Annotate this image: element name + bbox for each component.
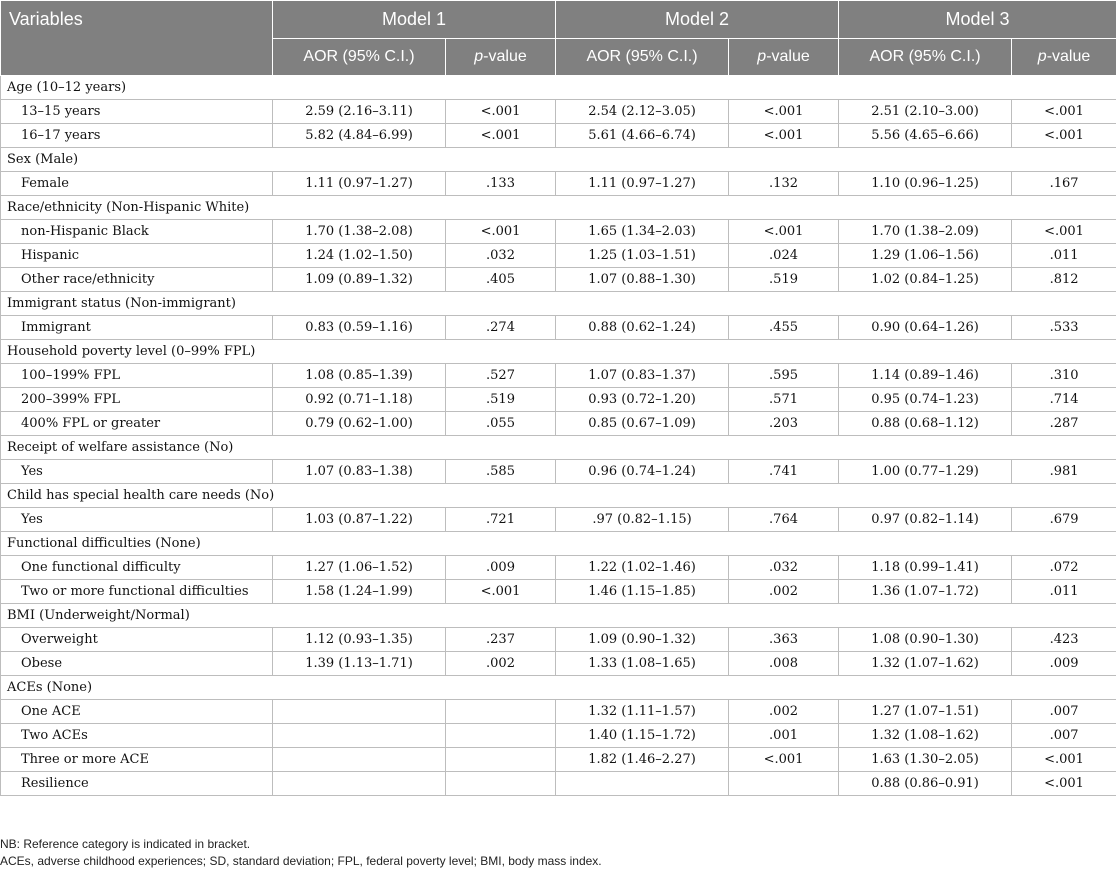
p-value-cell-model-1: <.001 xyxy=(446,220,556,244)
table-row xyxy=(1,316,1116,340)
aor-cell-model-3: 5.56 (4.65–6.66) xyxy=(839,124,1012,148)
p-value-cell-model-2: .132 xyxy=(729,172,839,196)
aor-cell-model-3: 1.14 (0.89–1.46) xyxy=(839,364,1012,388)
aor-cell-model-1: 1.70 (1.38–2.08) xyxy=(273,220,446,244)
aor-cell-model-1 xyxy=(273,700,446,724)
aor-cell-model-2: 0.85 (0.67–1.09) xyxy=(556,412,729,436)
category-label: Age (10–12 years) xyxy=(1,76,1116,100)
p-italic: p xyxy=(474,48,483,65)
p-value-cell-model-3: .167 xyxy=(1012,172,1116,196)
p-value-cell-model-3: .011 xyxy=(1012,580,1116,604)
aor-cell-model-3: 1.02 (0.84–1.25) xyxy=(839,268,1012,292)
table-row xyxy=(1,412,1116,436)
p-value-cell-model-3: .533 xyxy=(1012,316,1116,340)
aor-cell-model-2: 1.25 (1.03–1.51) xyxy=(556,244,729,268)
aor-cell-model-2: 1.65 (1.34–2.03) xyxy=(556,220,729,244)
aor-cell-model-1 xyxy=(273,724,446,748)
p-value-cell-model-1: .405 xyxy=(446,268,556,292)
p-value-cell-model-2: .024 xyxy=(729,244,839,268)
aor-cell-model-1: 1.03 (0.87–1.22) xyxy=(273,508,446,532)
p-value-cell-model-1: .519 xyxy=(446,388,556,412)
aor-cell-model-3: 1.18 (0.99–1.41) xyxy=(839,556,1012,580)
p-italic: p xyxy=(1038,48,1047,65)
p-value-cell-model-3: .072 xyxy=(1012,556,1116,580)
p-value-cell-model-1: .721 xyxy=(446,508,556,532)
row-label: 400% FPL or greater xyxy=(1,412,273,436)
aor-header: AOR (95% C.I.) xyxy=(273,39,446,76)
aor-cell-model-2: 1.40 (1.15–1.72) xyxy=(556,724,729,748)
p-value-cell-model-3: .981 xyxy=(1012,460,1116,484)
p-value-cell-model-2: .002 xyxy=(729,700,839,724)
p-value-cell-model-1: .274 xyxy=(446,316,556,340)
category-label: Sex (Male) xyxy=(1,148,1116,172)
aor-cell-model-1: 1.09 (0.89–1.32) xyxy=(273,268,446,292)
table-row xyxy=(1,172,1116,196)
p-value-cell-model-2: .001 xyxy=(729,724,839,748)
aor-cell-model-3: 1.29 (1.06–1.56) xyxy=(839,244,1012,268)
p-value-cell-model-2: .595 xyxy=(729,364,839,388)
aor-cell-model-2: 1.09 (0.90–1.32) xyxy=(556,628,729,652)
row-label: Hispanic xyxy=(1,244,273,268)
p-value-cell-model-1: .527 xyxy=(446,364,556,388)
aor-cell-model-1: 1.08 (0.85–1.39) xyxy=(273,364,446,388)
aor-cell-model-1: 1.07 (0.83–1.38) xyxy=(273,460,446,484)
p-value-cell-model-3: .679 xyxy=(1012,508,1116,532)
p-value-cell-model-3: .812 xyxy=(1012,268,1116,292)
table-row xyxy=(1,748,1116,772)
aor-cell-model-3: 1.32 (1.07–1.62) xyxy=(839,652,1012,676)
model-1-header: Model 1 xyxy=(273,1,556,39)
p-value-cell-model-1 xyxy=(446,772,556,796)
p-value-cell-model-3: <.001 xyxy=(1012,220,1116,244)
p-value-word: value xyxy=(772,48,810,65)
table-header xyxy=(1,1,1116,76)
category-row xyxy=(1,76,1116,100)
p-value-header: p-value xyxy=(1012,39,1116,76)
p-value-cell-model-2: .008 xyxy=(729,652,839,676)
footnote-reference: NB: Reference category is indicated in bracket. xyxy=(0,836,602,853)
aor-cell-model-2: 1.07 (0.88–1.30) xyxy=(556,268,729,292)
aor-cell-model-2: 1.07 (0.83–1.37) xyxy=(556,364,729,388)
p-value-cell-model-1: <.001 xyxy=(446,100,556,124)
category-row xyxy=(1,196,1116,220)
aor-cell-model-3: 0.88 (0.68–1.12) xyxy=(839,412,1012,436)
aor-cell-model-2: 2.54 (2.12–3.05) xyxy=(556,100,729,124)
aor-cell-model-2: 0.88 (0.62–1.24) xyxy=(556,316,729,340)
category-label: Household poverty level (0–99% FPL) xyxy=(1,340,1116,364)
aor-cell-model-3: 0.88 (0.86–0.91) xyxy=(839,772,1012,796)
table-row xyxy=(1,628,1116,652)
p-value-cell-model-1 xyxy=(446,700,556,724)
category-label: BMI (Underweight/Normal) xyxy=(1,604,1116,628)
p-value-cell-model-3: .007 xyxy=(1012,700,1116,724)
aor-cell-model-2: 1.32 (1.11–1.57) xyxy=(556,700,729,724)
row-label: non-Hispanic Black xyxy=(1,220,273,244)
p-value-cell-model-3: <.001 xyxy=(1012,100,1116,124)
aor-cell-model-3: 1.32 (1.08–1.62) xyxy=(839,724,1012,748)
table-row xyxy=(1,124,1116,148)
aor-cell-model-1 xyxy=(273,748,446,772)
aor-cell-model-2: 1.46 (1.15–1.85) xyxy=(556,580,729,604)
category-row xyxy=(1,436,1116,460)
category-row xyxy=(1,484,1116,508)
aor-cell-model-2: 0.96 (0.74–1.24) xyxy=(556,460,729,484)
table-row xyxy=(1,388,1116,412)
table-row xyxy=(1,556,1116,580)
p-value-cell-model-1: .237 xyxy=(446,628,556,652)
model-3-header: Model 3 xyxy=(839,1,1116,39)
p-value-cell-model-2: .455 xyxy=(729,316,839,340)
p-italic: p xyxy=(757,48,766,65)
p-value-cell-model-2: <.001 xyxy=(729,748,839,772)
aor-cell-model-3: 1.27 (1.07–1.51) xyxy=(839,700,1012,724)
aor-cell-model-1 xyxy=(273,772,446,796)
table-row xyxy=(1,364,1116,388)
table-row xyxy=(1,772,1116,796)
aor-cell-model-3: 1.63 (1.30–2.05) xyxy=(839,748,1012,772)
aor-cell-model-3: 0.97 (0.82–1.14) xyxy=(839,508,1012,532)
category-label: Receipt of welfare assistance (No) xyxy=(1,436,1116,460)
aor-cell-model-1: 0.79 (0.62–1.00) xyxy=(273,412,446,436)
row-label: Resilience xyxy=(1,772,273,796)
p-value-cell-model-3: <.001 xyxy=(1012,772,1116,796)
aor-cell-model-2: 1.11 (0.97–1.27) xyxy=(556,172,729,196)
p-value-cell-model-2: .741 xyxy=(729,460,839,484)
category-label: Functional difficulties (None) xyxy=(1,532,1116,556)
table-row xyxy=(1,652,1116,676)
p-value-header: p-value xyxy=(729,39,839,76)
footnotes xyxy=(0,836,602,870)
p-value-cell-model-2: .032 xyxy=(729,556,839,580)
p-value-cell-model-2: .363 xyxy=(729,628,839,652)
row-label: Three or more ACE xyxy=(1,748,273,772)
aor-cell-model-2: .97 (0.82–1.15) xyxy=(556,508,729,532)
category-row xyxy=(1,148,1116,172)
aor-cell-model-2: 1.82 (1.46–2.27) xyxy=(556,748,729,772)
row-label: Overweight xyxy=(1,628,273,652)
p-value-cell-model-3: .009 xyxy=(1012,652,1116,676)
row-label: Female xyxy=(1,172,273,196)
p-value-cell-model-1: <.001 xyxy=(446,580,556,604)
table-row xyxy=(1,700,1116,724)
row-label: Other race/ethnicity xyxy=(1,268,273,292)
p-value-cell-model-3: <.001 xyxy=(1012,124,1116,148)
p-value-cell-model-1: .009 xyxy=(446,556,556,580)
footnote-abbreviations: ACEs, adverse childhood experiences; SD, standard deviation; FPL, federal poverty level; BMI, body mass index. xyxy=(0,853,602,870)
p-value-cell-model-1: .133 xyxy=(446,172,556,196)
category-row xyxy=(1,604,1116,628)
category-row xyxy=(1,340,1116,364)
variables-header: Variables xyxy=(1,1,273,76)
p-value-cell-model-2: <.001 xyxy=(729,124,839,148)
aor-header: AOR (95% C.I.) xyxy=(839,39,1012,76)
p-value-cell-model-2: <.001 xyxy=(729,100,839,124)
p-value-cell-model-2: <.001 xyxy=(729,220,839,244)
aor-cell-model-1: 1.39 (1.13–1.71) xyxy=(273,652,446,676)
aor-cell-model-3: 0.95 (0.74–1.23) xyxy=(839,388,1012,412)
aor-cell-model-1: 1.27 (1.06–1.52) xyxy=(273,556,446,580)
p-value-cell-model-1: .032 xyxy=(446,244,556,268)
row-label: One ACE xyxy=(1,700,273,724)
row-label: Obese xyxy=(1,652,273,676)
table-row xyxy=(1,724,1116,748)
p-value-word: value xyxy=(489,48,527,65)
category-label: ACEs (None) xyxy=(1,676,1116,700)
p-value-cell-model-3: .287 xyxy=(1012,412,1116,436)
p-value-cell-model-1: .585 xyxy=(446,460,556,484)
aor-cell-model-2: 1.22 (1.02–1.46) xyxy=(556,556,729,580)
aor-cell-model-1: 1.11 (0.97–1.27) xyxy=(273,172,446,196)
category-row xyxy=(1,292,1116,316)
category-label: Child has special health care needs (No) xyxy=(1,484,1116,508)
aor-cell-model-3: 1.36 (1.07–1.72) xyxy=(839,580,1012,604)
aor-cell-model-2: 0.93 (0.72–1.20) xyxy=(556,388,729,412)
table-row xyxy=(1,508,1116,532)
aor-cell-model-3: 1.70 (1.38–2.09) xyxy=(839,220,1012,244)
aor-cell-model-1: 0.92 (0.71–1.18) xyxy=(273,388,446,412)
aor-cell-model-1: 1.58 (1.24–1.99) xyxy=(273,580,446,604)
row-label: One functional difficulty xyxy=(1,556,273,580)
p-value-cell-model-1 xyxy=(446,748,556,772)
aor-cell-model-1: 2.59 (2.16–3.11) xyxy=(273,100,446,124)
row-label: Immigrant xyxy=(1,316,273,340)
category-label: Race/ethnicity (Non-Hispanic White) xyxy=(1,196,1116,220)
p-value-cell-model-3: .423 xyxy=(1012,628,1116,652)
table-row xyxy=(1,244,1116,268)
aor-cell-model-3: 1.08 (0.90–1.30) xyxy=(839,628,1012,652)
row-label: 16–17 years xyxy=(1,124,273,148)
aor-cell-model-3: 0.90 (0.64–1.26) xyxy=(839,316,1012,340)
p-value-cell-model-3: .714 xyxy=(1012,388,1116,412)
p-value-cell-model-2: .002 xyxy=(729,580,839,604)
aor-cell-model-3: 1.00 (0.77–1.29) xyxy=(839,460,1012,484)
category-row xyxy=(1,532,1116,556)
p-value-cell-model-2: .203 xyxy=(729,412,839,436)
p-value-cell-model-1: .002 xyxy=(446,652,556,676)
aor-cell-model-1: 5.82 (4.84–6.99) xyxy=(273,124,446,148)
table-row xyxy=(1,460,1116,484)
aor-cell-model-3: 1.10 (0.96–1.25) xyxy=(839,172,1012,196)
p-value-cell-model-1: .055 xyxy=(446,412,556,436)
p-value-cell-model-3: .011 xyxy=(1012,244,1116,268)
category-label: Immigrant status (Non-immigrant) xyxy=(1,292,1116,316)
p-value-cell-model-2: .764 xyxy=(729,508,839,532)
aor-cell-model-2 xyxy=(556,772,729,796)
aor-cell-model-2: 5.61 (4.66–6.74) xyxy=(556,124,729,148)
aor-cell-model-3: 2.51 (2.10–3.00) xyxy=(839,100,1012,124)
row-label: 13–15 years xyxy=(1,100,273,124)
table-row xyxy=(1,580,1116,604)
model-2-header: Model 2 xyxy=(556,1,839,39)
category-row xyxy=(1,676,1116,700)
row-label: Yes xyxy=(1,508,273,532)
p-value-cell-model-1: <.001 xyxy=(446,124,556,148)
table-row xyxy=(1,100,1116,124)
p-value-cell-model-3: .007 xyxy=(1012,724,1116,748)
p-value-header: p-value xyxy=(446,39,556,76)
row-label: 200–399% FPL xyxy=(1,388,273,412)
row-label: Two ACEs xyxy=(1,724,273,748)
p-value-cell-model-1 xyxy=(446,724,556,748)
aor-cell-model-2: 1.33 (1.08–1.65) xyxy=(556,652,729,676)
row-label: 100–199% FPL xyxy=(1,364,273,388)
p-value-cell-model-2: .571 xyxy=(729,388,839,412)
table-row xyxy=(1,220,1116,244)
aor-cell-model-1: 1.24 (1.02–1.50) xyxy=(273,244,446,268)
row-label: Yes xyxy=(1,460,273,484)
table-body xyxy=(1,76,1116,796)
p-value-cell-model-3: <.001 xyxy=(1012,748,1116,772)
aor-cell-model-1: 1.12 (0.93–1.35) xyxy=(273,628,446,652)
row-label: Two or more functional difficulties xyxy=(1,580,273,604)
p-value-cell-model-3: .310 xyxy=(1012,364,1116,388)
aor-header: AOR (95% C.I.) xyxy=(556,39,729,76)
aor-cell-model-1: 0.83 (0.59–1.16) xyxy=(273,316,446,340)
p-value-cell-model-2: .519 xyxy=(729,268,839,292)
p-value-word: value xyxy=(1052,48,1090,65)
table-row xyxy=(1,268,1116,292)
p-value-cell-model-2 xyxy=(729,772,839,796)
